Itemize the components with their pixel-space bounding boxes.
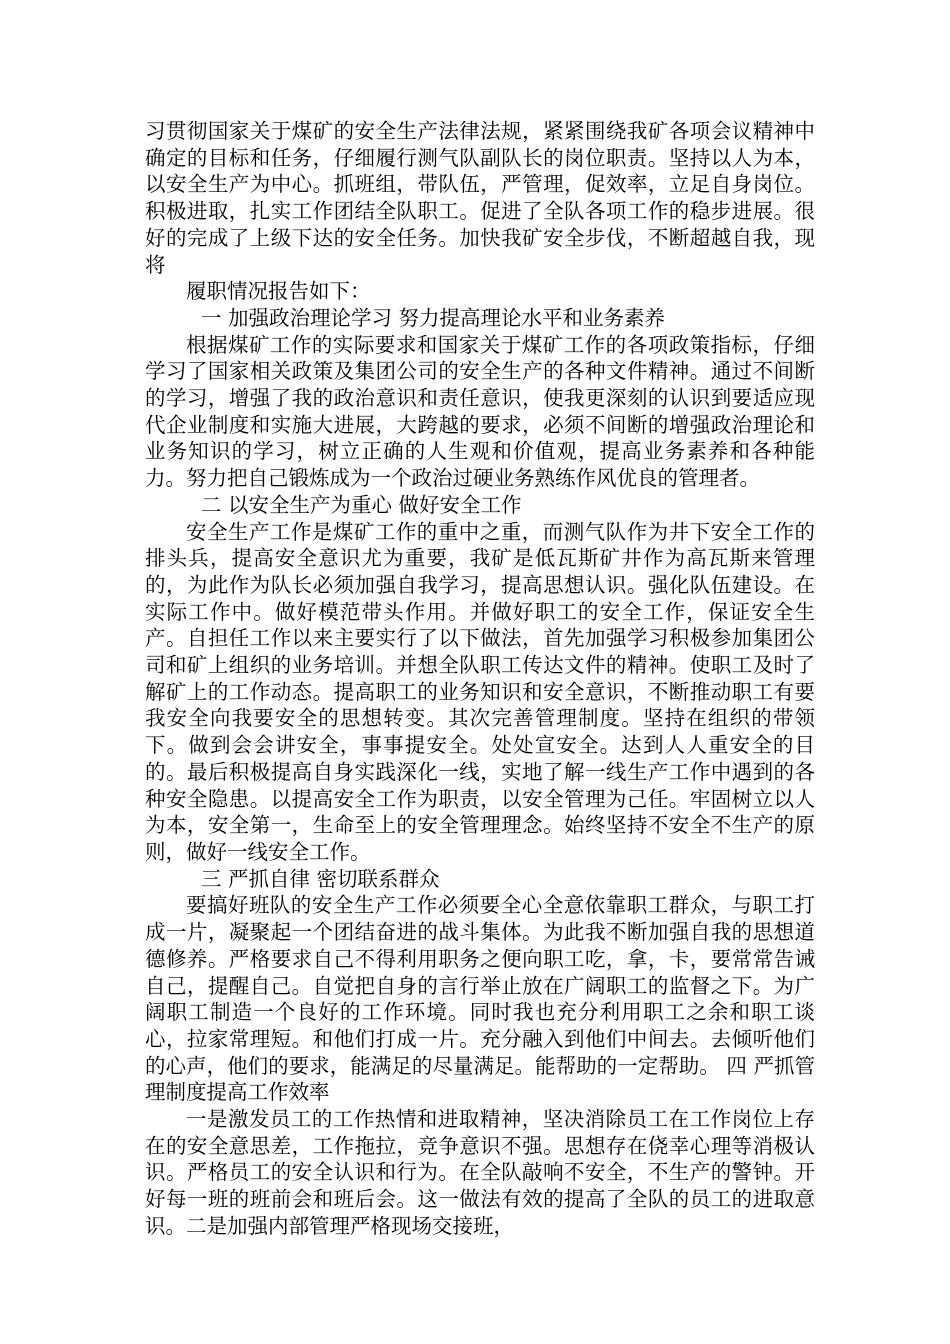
paragraph-report-lead: 履职情况报告如下： (186, 279, 371, 304)
paragraph-section-4: 一是激发员工的工作热情和进取精神，坚决消除员工在工作岗位上存在的安全意思差，工作拖拉，竞争意识不强。思想存在侥幸心理等消极认识。严格员工的安全认识和行为。在全队敲响不安全，不生产的警钟。开好每一班的班前会和班后会。这一做法有效的提高了全队的员工的进取意识。二是加强内部管理严格现场交接班， (145, 1107, 815, 1238)
section-heading-1: 一 加强政治理论学习 努力提高理论水平和业务素养 (201, 305, 666, 330)
paragraph-intro: 习贯彻国家关于煤矿的安全生产法律法规，紧紧围绕我矿各项会议精神中确定的目标和任务，仔细履行测气队副队长的岗位职责。坚持以人为本，以安全生产为中心。抓班组，带队伍，严管理，促效率，立足自身岗位。积极进取，扎实工作团结全队职工。促进了全队各项工作的稳步进展。很好的完成了上级下达的安全任务。加快我矿安全步伐，不断超越自我，现将 (145, 119, 815, 277)
section-heading-2: 二 以安全生产为重心 做好安全工作 (201, 492, 522, 517)
paragraph-section-3: 要搞好班队的安全生产工作必须要全心全意依靠职工群众，与职工打成一片，凝聚起一个团结奋进的战斗集体。为此我不断加强自我的思想道德修养。严格要求自己不得利用职务之便向职工吃，拿，卡，要常常告诫自己，提醒自己。自觉把自身的言行举止放在广阔职工的监督之下。为广阔职工制造一个良好的工作环境。同时我也充分利用职工之余和职工谈心，拉家常理短。和他们打成一片。充分融入到他们中间去。去倾听他们的心声，他们的要求，能满足的尽量满足。能帮助的一定帮助。 四 严抓管理制度提高工作效率 (145, 893, 815, 1105)
document-page (145, 118, 815, 1240)
paragraph-section-2: 安全生产工作是煤矿工作的重中之重，而测气队作为井下安全工作的排头兵，提高安全意识尤为重要，我矿是低瓦斯矿井作为高瓦斯来管理的，为此作为队长必须加强自我学习，提高思想认识。强化队伍建设。在实际工作中。做好模范带头作用。并做好职工的安全工作，保证安全生产。自担任工作以来主要实行了以下做法，首先加强学习积极参加集团公司和矿上组织的业务培训。并想全队职工传达文件的精神。使职工及时了解矿上的工作动态。提高职工的业务知识和安全意识，不断推动职工有要我安全向我要安全的思想转变。其次完善管理制度。坚持在组织的带领下。做到会会讲安全，事事提安全。处处宣安全。达到人人重安全的目的。最后积极提高自身实践深化一线，实地了解一线生产工作中遇到的各种安全隐患。以提高安全工作为职责，以安全管理为己任。牢固树立以人为本，安全第一，生命至上的安全管理理念。始终坚持不安全不生产的原则，做好一线安全工作。 (145, 519, 815, 864)
section-heading-3: 三 严抓自律 密切联系群众 (201, 866, 440, 891)
paragraph-section-1: 根据煤矿工作的实际要求和国家关于煤矿工作的各项政策指标，仔细学习了国家相关政策及集团公司的安全生产的各种文件精神。通过不间断的学习，增强了我的政治意识和责任意识，使我更深刻的认识到要适应现代企业制度和实施大进展，大跨越的要求，必须不间断的增强政治理论和业务知识的学习，树立正确的人生观和价值观，提高业务素养和各种能力。努力把自己锻炼成为一个政治过硬业务熟练作风优良的管理者。 (145, 332, 815, 491)
